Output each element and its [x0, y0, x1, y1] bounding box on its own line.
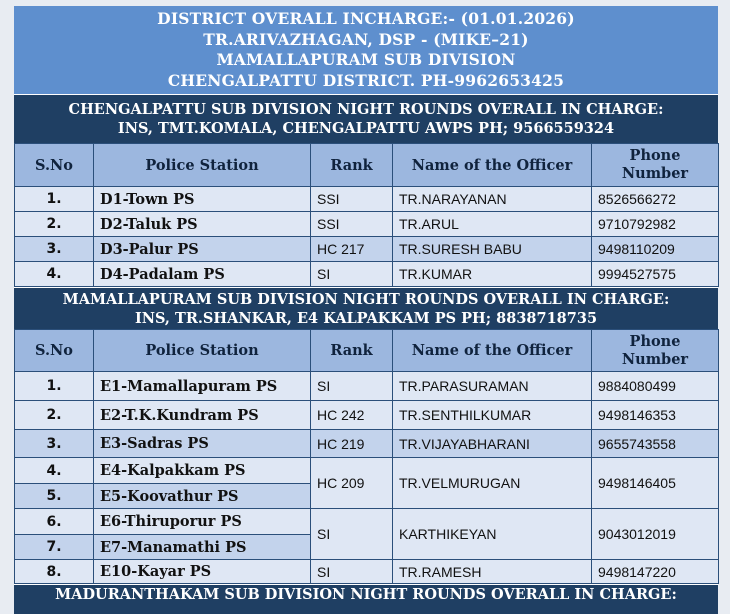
col-header-officer: Name of the Officer: [393, 144, 592, 187]
section-title: MAMALLAPURAM SUB DIVISION NIGHT ROUNDS OVERALL IN CHARGE:: [62, 291, 670, 308]
district-incharge-header: [14, 6, 718, 94]
cell-rank: SI: [311, 262, 393, 287]
table-row: [15, 401, 719, 430]
cell-phone: 9884080499: [592, 372, 719, 401]
cell-officer: TR.PARASURAMAN: [393, 372, 592, 401]
cell-station: E1-Mamallapuram PS: [94, 372, 311, 401]
cell-phone: 9498110209: [592, 237, 719, 262]
table-row: [15, 212, 719, 237]
table-row: [15, 187, 719, 212]
cell-station: D1-Town PS: [94, 187, 311, 212]
cell-sno: 5.: [15, 484, 94, 509]
header-line-date: DISTRICT OVERALL INCHARGE:- (01.01.2026): [157, 9, 575, 28]
cell-station: D2-Taluk PS: [94, 212, 311, 237]
table-row: [15, 560, 719, 584]
cell-rank: SI: [311, 509, 393, 560]
cell-officer: KARTHIKEYAN: [393, 509, 592, 560]
col-header-station: Police Station: [94, 330, 311, 372]
cell-station: D3-Palur PS: [94, 237, 311, 262]
col-header-rank: Rank: [311, 330, 393, 372]
cell-rank: HC 242: [311, 401, 393, 430]
table-row: [15, 430, 719, 458]
cell-rank: SI: [311, 372, 393, 401]
cell-sno: 4.: [15, 262, 94, 287]
col-header-officer: Name of the Officer: [393, 330, 592, 372]
section-title: CHENGALPATTU SUB DIVISION NIGHT ROUNDS OVERALL IN CHARGE:: [68, 101, 664, 118]
cell-sno: 2.: [15, 401, 94, 430]
duty-roster-sheet: [14, 6, 718, 603]
cell-phone: 8526566272: [592, 187, 719, 212]
cell-rank: SI: [311, 560, 393, 584]
roster-table-chengalpattu: [14, 143, 719, 287]
table-row: [15, 372, 719, 401]
cell-station: E6-Thiruporur PS: [94, 509, 311, 535]
cell-sno: 6.: [15, 509, 94, 535]
cell-officer: TR.SENTHILKUMAR: [393, 401, 592, 430]
cell-rank: HC 219: [311, 430, 393, 458]
cell-rank: HC 217: [311, 237, 393, 262]
cell-officer: TR.NARAYANAN: [393, 187, 592, 212]
section-title: MADURANTHAKAM SUB DIVISION NIGHT ROUNDS OVERALL IN CHARGE:: [55, 586, 677, 603]
cell-officer: TR.VIJAYABHARANI: [393, 430, 592, 458]
col-header-phone: Phone Number: [592, 144, 719, 187]
table-row: [15, 509, 719, 535]
header-line-officer: TR.ARIVAZHAGAN, DSP - (MIKE–21): [203, 29, 529, 49]
cell-station: E7-Manamathi PS: [94, 535, 311, 560]
cell-sno: 7.: [15, 535, 94, 560]
cell-sno: 8.: [15, 560, 94, 584]
section-band-mamallapuram: [14, 287, 718, 329]
cell-sno: 2.: [15, 212, 94, 237]
cell-phone: 9710792982: [592, 212, 719, 237]
cell-station: E3-Sadras PS: [94, 430, 311, 458]
cell-station: E4-Kalpakkam PS: [94, 458, 311, 484]
col-header-sno: S.No: [15, 330, 94, 372]
cell-rank: SSI: [311, 212, 393, 237]
cell-station: E2-T.K.Kundram PS: [94, 401, 311, 430]
section-band-maduranthakam: [14, 584, 718, 614]
cell-rank: HC 209: [311, 458, 393, 509]
cell-station: E10-Kayar PS: [94, 560, 311, 584]
table-row: [15, 262, 719, 287]
cell-officer: TR.SURESH BABU: [393, 237, 592, 262]
col-header-phone: Phone Number: [592, 330, 719, 372]
cell-phone: 9498146353: [592, 401, 719, 430]
cell-sno: 1.: [15, 372, 94, 401]
cell-officer: TR.VELMURUGAN: [393, 458, 592, 509]
cell-phone: 9498146405: [592, 458, 719, 509]
cell-officer: TR.ARUL: [393, 212, 592, 237]
cell-officer: TR.KUMAR: [393, 262, 592, 287]
cell-sno: 3.: [15, 237, 94, 262]
table-row: [15, 237, 719, 262]
table-header-row: [15, 330, 719, 372]
section-band-chengalpattu: [14, 94, 718, 143]
table-row: [15, 458, 719, 484]
table-header-row: [15, 144, 719, 187]
cell-phone: 9994527575: [592, 262, 719, 287]
section-subtitle: INS, TR.SHANKAR, E4 KALPAKKAM PS PH; 8838718735: [134, 310, 598, 327]
cell-sno: 4.: [15, 458, 94, 484]
col-header-station: Police Station: [94, 144, 311, 187]
cell-phone: 9498147220: [592, 560, 719, 584]
col-header-sno: S.No: [15, 144, 94, 187]
roster-table-mamallapuram: [14, 329, 719, 584]
cell-sno: 1.: [15, 187, 94, 212]
header-line-subdivision: MAMALLAPURAM SUB DIVISION: [216, 50, 516, 69]
cell-station: E5-Koovathur PS: [94, 484, 311, 509]
cell-phone: 9043012019: [592, 509, 719, 560]
cell-sno: 3.: [15, 430, 94, 458]
cell-station: D4-Padalam PS: [94, 262, 311, 287]
col-header-rank: Rank: [311, 144, 393, 187]
cell-phone: 9655743558: [592, 430, 719, 458]
section-subtitle: INS, TMT.KOMALA, CHENGALPATTU AWPS PH; 9566559324: [117, 120, 615, 137]
cell-rank: SSI: [311, 187, 393, 212]
header-line-district: CHENGALPATTU DISTRICT. PH-9962653425: [167, 70, 565, 90]
cell-officer: TR.RAMESH: [393, 560, 592, 584]
